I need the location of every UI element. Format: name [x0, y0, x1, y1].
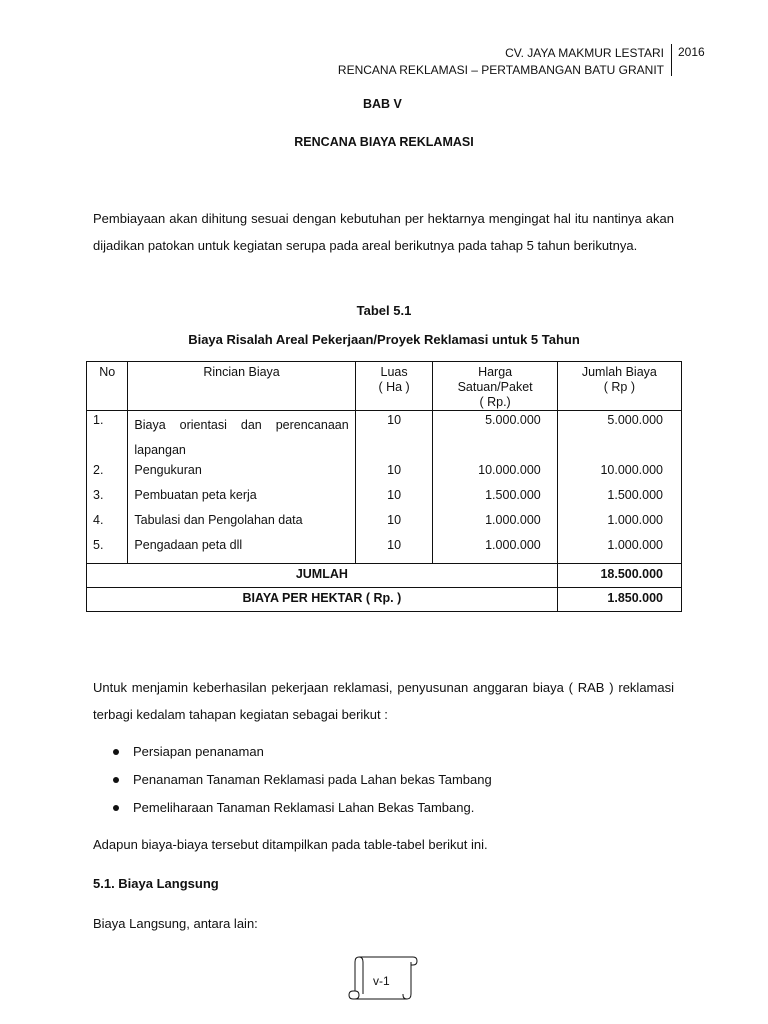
row-jumlah: 1.000.000 [557, 538, 681, 563]
row-jumlah: 1.500.000 [557, 488, 681, 513]
activity-list [113, 739, 492, 823]
total-value: 18.500.000 [557, 563, 681, 587]
table-row [87, 513, 682, 538]
header-harga-line2: Satuan/Paket [457, 380, 533, 394]
header-luas [355, 362, 433, 411]
row-rincian [128, 411, 355, 464]
header-rincian: Rincian Biaya [128, 362, 355, 411]
table-row [87, 488, 682, 513]
page-number-scroll [345, 954, 421, 1004]
chapter-title: RENCANA BIAYA REKLAMASI [294, 135, 474, 149]
row-rincian-line1: Biaya orientasi dan perencanaan [134, 418, 349, 432]
row-harga: 5.000.000 [433, 411, 557, 464]
page-number: v-1 [373, 974, 390, 988]
rab-paragraph: Untuk menjamin keberhasilan pekerjaan reklamasi, penyusunan anggaran biaya ( RAB ) reklamasi terbagi kedalam tahapan kegiatan sebagai berikut : [93, 680, 674, 722]
row-luas: 10 [355, 411, 433, 464]
row-no: 1. [87, 411, 128, 464]
table-total-row [87, 563, 682, 587]
cost-table [86, 361, 682, 612]
row-rincian: Tabulasi dan Pengolahan data [128, 513, 355, 538]
row-harga: 10.000.000 [433, 463, 557, 488]
chapter-label: BAB V [363, 97, 402, 111]
table-number: Tabel 5.1 [356, 303, 412, 318]
intro-paragraph: Pembiayaan akan dihitung sesuai dengan kebutuhan per hektarnya mengingat hal itu nantinya akan dijadikan patokan untuk kegiatan serupa pada areal berikutnya pada tahap 5 tahun berikutnya. [93, 211, 674, 253]
row-harga: 1.500.000 [433, 488, 557, 513]
header-harga-line3: ( Rp.) [479, 395, 511, 409]
row-jumlah: 1.000.000 [557, 513, 681, 538]
per-ha-value: 1.850.000 [557, 587, 681, 611]
list-item: Pemeliharaan Tanaman Reklamasi Lahan Bekas Tambang. [113, 795, 492, 823]
tables-paragraph: Adapun biaya-biaya tersebut ditampilkan pada table-tabel berikut ini. [93, 837, 488, 852]
row-luas: 10 [355, 538, 433, 563]
row-luas: 10 [355, 488, 433, 513]
header-jumlah-line2: ( Rp ) [603, 380, 635, 394]
direct-cost-paragraph: Biaya Langsung, antara lain: [93, 916, 258, 931]
header-company: CV. JAYA MAKMUR LESTARI [505, 46, 664, 60]
header-luas-line2: ( Ha ) [378, 380, 410, 394]
row-luas: 10 [355, 513, 433, 538]
header-year: 2016 [678, 45, 705, 59]
header-project: RENCANA REKLAMASI – PERTAMBANGAN BATU GRANIT [337, 63, 664, 77]
table-row [87, 463, 682, 488]
header-no: No [87, 362, 128, 411]
table-row [87, 538, 682, 563]
row-harga: 1.000.000 [433, 513, 557, 538]
row-rincian: Pengukuran [128, 463, 355, 488]
table-header-row [87, 362, 682, 411]
row-harga: 1.000.000 [433, 538, 557, 563]
row-no: 3. [87, 488, 128, 513]
total-label: JUMLAH [87, 563, 558, 587]
header-divider [671, 44, 672, 76]
row-no: 4. [87, 513, 128, 538]
list-item: Penanaman Tanaman Reklamasi pada Lahan bekas Tambang [113, 767, 492, 795]
row-luas: 10 [355, 463, 433, 488]
row-jumlah: 10.000.000 [557, 463, 681, 488]
list-item: Persiapan penanaman [113, 739, 492, 767]
row-rincian: Pengadaan peta dll [128, 538, 355, 563]
header-jumlah [557, 362, 681, 411]
table-row [87, 411, 682, 464]
row-no: 2. [87, 463, 128, 488]
table-per-ha-row [87, 587, 682, 611]
per-ha-label: BIAYA PER HEKTAR ( Rp. ) [87, 587, 558, 611]
row-no: 5. [87, 538, 128, 563]
section-heading: 5.1. Biaya Langsung [93, 876, 219, 891]
header-harga [433, 362, 557, 411]
header-luas-line1: Luas [380, 365, 408, 379]
row-jumlah: 5.000.000 [557, 411, 681, 464]
row-rincian: Pembuatan peta kerja [128, 488, 355, 513]
table-caption: Biaya Risalah Areal Pekerjaan/Proyek Reklamasi untuk 5 Tahun [188, 332, 580, 347]
header-harga-line1: Harga [478, 365, 513, 379]
header-jumlah-line1: Jumlah Biaya [581, 365, 657, 379]
row-rincian-line2: lapangan [134, 443, 186, 457]
